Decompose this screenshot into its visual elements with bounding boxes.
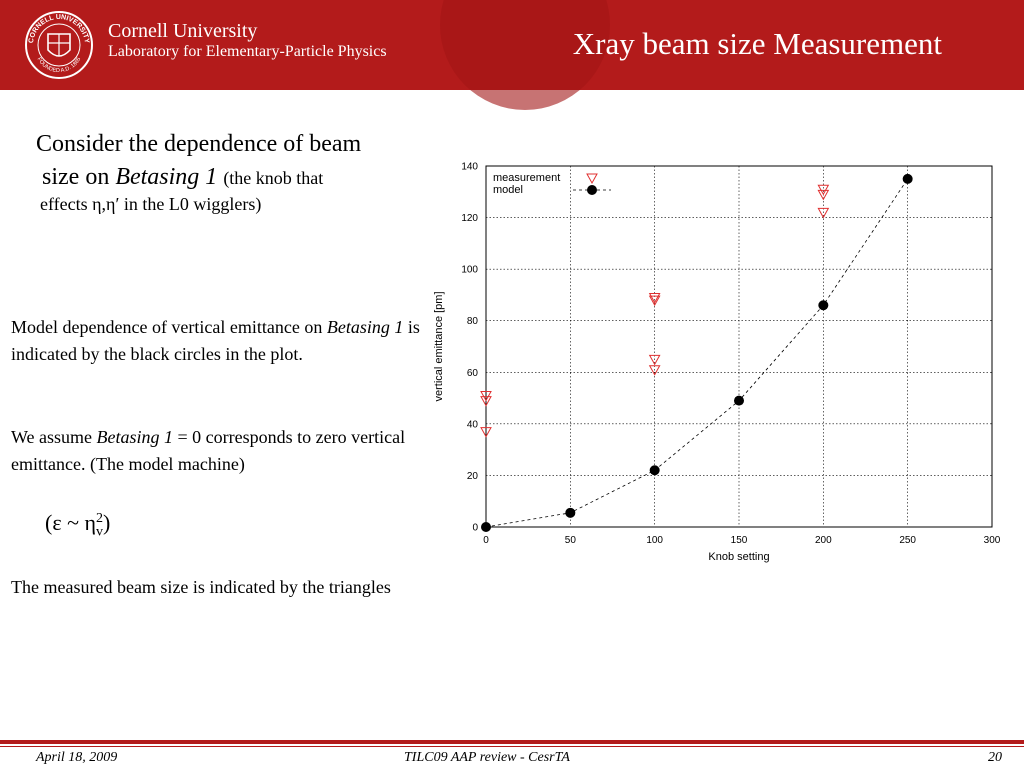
y-tick-label: 140 bbox=[461, 161, 478, 173]
intro-line3: effects η,η′ in the L0 wigglers) bbox=[40, 194, 262, 214]
legend-model-label: model bbox=[493, 184, 523, 196]
model-point bbox=[734, 396, 744, 406]
y-tick-label: 0 bbox=[472, 522, 478, 534]
footer-center: TILC09 AAP review - CesrTA bbox=[404, 750, 570, 765]
formula-close: ) bbox=[102, 510, 111, 535]
intro-line1: Consider the dependence of beam bbox=[36, 131, 362, 157]
measured-text: The measured beam size is indicated by the triangles bbox=[11, 577, 391, 597]
y-tick-label: 60 bbox=[466, 367, 478, 379]
emittance-formula bbox=[45, 510, 110, 540]
model-point bbox=[565, 508, 575, 518]
model-text-a: Model dependence of vertical emittance on bbox=[11, 317, 323, 337]
cornell-seal-logo bbox=[24, 10, 94, 80]
intro-paragraph bbox=[36, 128, 436, 217]
slide-title: Xray beam size Measurement bbox=[572, 26, 942, 61]
intro-line2 bbox=[36, 164, 323, 190]
y-tick-label: 120 bbox=[461, 213, 478, 225]
formula-sub: v bbox=[95, 524, 103, 540]
x-tick-label: 200 bbox=[814, 535, 832, 546]
formula-open: (ε ~ η bbox=[45, 510, 96, 535]
legend-measurement-marker bbox=[587, 174, 597, 183]
x-tick-label: 0 bbox=[483, 535, 489, 546]
footer-rule-thin bbox=[0, 746, 1024, 747]
y-tick-label: 40 bbox=[466, 419, 478, 431]
assume-text bbox=[11, 424, 411, 478]
x-tick-label: 50 bbox=[564, 535, 576, 546]
model-point bbox=[818, 300, 828, 310]
assume-text-c: = 0 corresponds to zero vertical emittance. (The model machine) bbox=[11, 427, 406, 474]
emittance-chart bbox=[430, 150, 1010, 590]
svg-text:CORNELL UNIVERSITY: CORNELL UNIVERSITY bbox=[27, 13, 90, 44]
x-tick-label: 250 bbox=[899, 535, 917, 546]
model-point bbox=[481, 522, 491, 532]
footer-rule bbox=[0, 740, 1024, 744]
university-name: Cornell University bbox=[108, 20, 258, 42]
intro-knob-note: (the knob that bbox=[223, 168, 324, 188]
model-dependence-text bbox=[11, 314, 431, 368]
y-tick-label: 80 bbox=[466, 316, 478, 328]
y-axis-label: vertical emittance [pm] bbox=[433, 291, 445, 402]
x-tick-label: 100 bbox=[646, 535, 664, 546]
footer-date: April 18, 2009 bbox=[36, 750, 118, 765]
svg-text:FOUNDED A.D. 1865: FOUNDED A.D. 1865 bbox=[35, 56, 83, 75]
model-text-c: is indicated by the black circles in the plot. bbox=[11, 317, 420, 364]
x-tick-label: 300 bbox=[983, 535, 1001, 546]
model-point bbox=[903, 174, 913, 184]
intro-size-on: size on bbox=[42, 164, 116, 190]
model-text-knob: Betasing 1 bbox=[326, 317, 404, 337]
model-point bbox=[650, 465, 660, 475]
assume-text-a: We assume bbox=[11, 427, 97, 447]
x-tick-label: 150 bbox=[730, 535, 748, 546]
x-axis-label: Knob setting bbox=[708, 551, 770, 563]
legend-measurement-label: measurement bbox=[493, 172, 561, 184]
footer-page-number: 20 bbox=[988, 750, 1002, 765]
intro-knob-name: Betasing 1 bbox=[115, 164, 218, 190]
chart-ticks bbox=[461, 162, 1000, 547]
plot-frame bbox=[486, 166, 992, 527]
y-tick-label: 100 bbox=[461, 264, 478, 276]
model-curve bbox=[486, 179, 908, 527]
assume-text-knob: Betasing 1 bbox=[96, 427, 174, 447]
legend-model-marker bbox=[587, 185, 597, 195]
lab-name: Laboratory for Elementary-Particle Physics bbox=[108, 43, 387, 60]
formula-sup: 2 bbox=[95, 510, 103, 526]
y-tick-label: 20 bbox=[466, 470, 478, 482]
chart-grid bbox=[486, 166, 992, 527]
header-banner bbox=[0, 0, 1024, 90]
chart-legend bbox=[493, 172, 611, 196]
chart-marks bbox=[481, 174, 913, 532]
